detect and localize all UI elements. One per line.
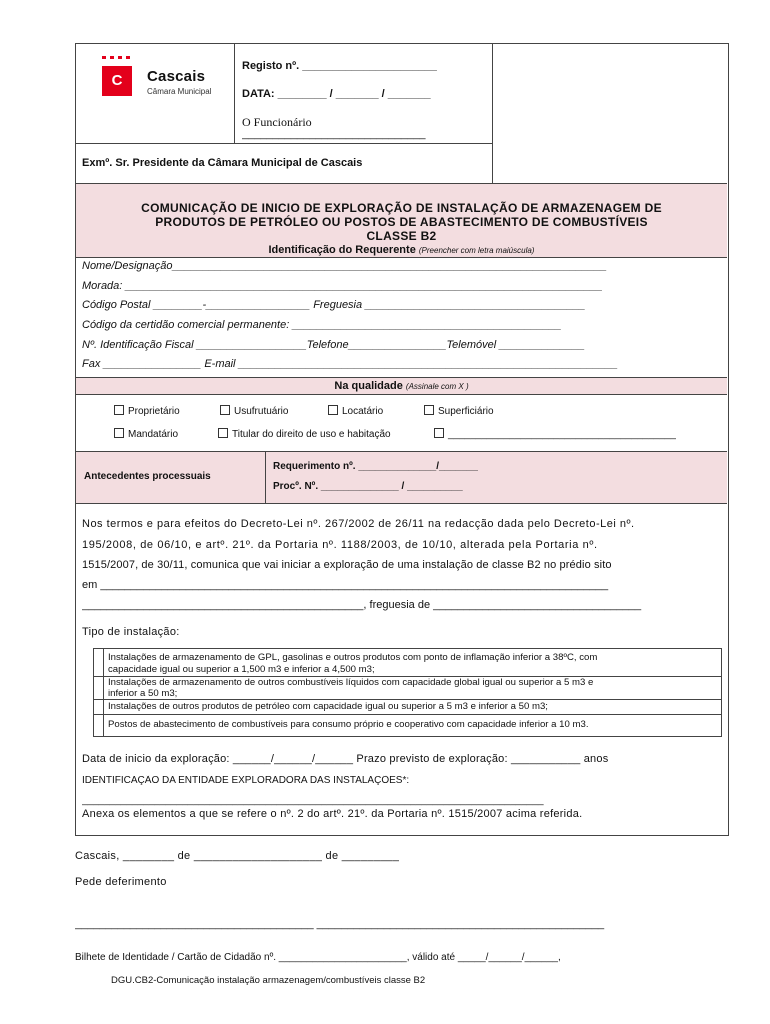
checkbox-icon[interactable] xyxy=(424,405,434,415)
logo-dots xyxy=(102,56,132,60)
entidade-line[interactable]: ___________________________________________________________________________________ xyxy=(82,795,544,806)
bilhete-field[interactable]: Bilhete de Identidade / Cartão de Cidadão nº. _______________________, válido até _____/______/______, xyxy=(75,952,561,963)
option-titular[interactable] xyxy=(218,428,391,440)
checkbox-icon[interactable] xyxy=(218,428,228,438)
antecedentes-divider xyxy=(265,451,266,503)
anexa-text: Anexa os elementos a que se refere o nº. 2 do artº. 21º. da Portaria nº. 1515/2007 acima referida. xyxy=(82,808,583,820)
checkbox-icon[interactable] xyxy=(114,428,124,438)
requerente-note: (Preencher com letra maiúscula) xyxy=(418,246,535,255)
option-mandatario[interactable] xyxy=(114,428,178,440)
option-locatario[interactable] xyxy=(328,405,383,417)
logo-letter: C xyxy=(111,72,123,89)
checkbox-icon[interactable] xyxy=(114,405,124,415)
pede-deferimento: Pede deferimento xyxy=(75,876,167,888)
option-superficiario[interactable] xyxy=(424,405,494,417)
option-label: _________________________________________ xyxy=(448,429,677,440)
document-reference: DGU.CB2-Comunicação instalação armazenagem/combustíveis classe B2 xyxy=(111,975,426,986)
title-line-2: PRODUTOS DE PETRÓLEO OU POSTOS DE ABASTECIMENTO DE COMBUSTÍVEIS xyxy=(155,215,648,229)
tipo-option-2b: inferior a 50 m3; xyxy=(108,688,178,699)
proc-field[interactable]: Procº. Nº. ______________ / __________ xyxy=(273,481,463,492)
tipo-option-3[interactable]: Instalações de outros produtos de petróleo com capacidade igual ou superior a 5 m3 e inferior a 50 m3; xyxy=(108,701,548,712)
option-other[interactable] xyxy=(434,428,676,440)
field-nome[interactable]: Nome/Designação_______________________________________________________________________ xyxy=(82,260,607,272)
signature-line[interactable]: _______________________________________ _______________________________________________ xyxy=(75,918,605,930)
qualidade-note: (Assinale com X ) xyxy=(405,382,469,391)
title-line-1: COMUNICAÇÃO DE INICIO DE EXPLORAÇÃO DE INSTALAÇÃO DE ARMAZENAGEM DE xyxy=(141,201,662,215)
registo-field[interactable]: Registo nº. ______________________ xyxy=(242,60,437,72)
field-codigo-postal[interactable]: Código Postal ________-_________________ Freguesia ____________________________________ xyxy=(82,299,586,311)
funcionario-line[interactable]: ______________________________ xyxy=(242,128,426,140)
title-block xyxy=(76,183,727,245)
body-line-5[interactable]: ______________________________________________, freguesia de __________________________________ xyxy=(82,599,642,611)
logo-mark xyxy=(102,66,132,96)
requerente-title: Identificação do Requerente xyxy=(268,244,416,256)
body-line-4[interactable]: em ___________________________________________________________________________________ xyxy=(82,579,609,591)
header-rule xyxy=(75,143,493,144)
tipo-row-sep-2 xyxy=(93,699,721,700)
body-line-1: Nos termos e para efeitos do Decreto-Lei nº. 267/2002 de 26/11 na redacção dada pelo Decreto-Lei nº. xyxy=(82,518,635,530)
checkbox-icon[interactable] xyxy=(328,405,338,415)
cascais-date-field[interactable]: Cascais, ________ de ____________________ de _________ xyxy=(75,850,400,862)
title-line-3: CLASSE B2 xyxy=(366,229,437,243)
checkbox-icon[interactable] xyxy=(434,428,444,438)
tipo-option-1b: capacidade igual ou superior a 1,500 m3 e inferior a 4,500 m3; xyxy=(108,664,375,675)
option-proprietario[interactable] xyxy=(114,405,180,417)
funcionario-label: O Funcionário xyxy=(242,115,312,129)
option-label: Usufrutuário xyxy=(234,406,289,417)
field-fax-email[interactable]: Fax ________________ E-mail ______________________________________________________________ xyxy=(82,358,618,370)
logo-subtitle: Câmara Municipal xyxy=(147,87,212,96)
option-label: Proprietário xyxy=(128,406,180,417)
option-label: Locatário xyxy=(342,406,384,417)
tipo-table-checkcol xyxy=(103,648,104,736)
option-label: Titular do direito de uso e habitação xyxy=(232,429,391,440)
tipo-option-1a[interactable]: Instalações de armazenamento de GPL, gasolinas e outros produtos com ponto de inflamação inferior a 38ºC, com xyxy=(108,652,598,663)
qualidade-title: Na qualidade xyxy=(334,380,403,392)
option-label: Superficiário xyxy=(438,406,494,417)
requerimento-field[interactable]: Requerimento nº. ______________/_______ xyxy=(273,461,478,472)
tipo-label: Tipo de instalação: xyxy=(82,626,180,638)
tipo-row-sep-3 xyxy=(93,714,721,715)
option-usufrutuario[interactable] xyxy=(220,405,288,417)
field-morada[interactable]: Morada: ______________________________________________________________________________ xyxy=(82,280,603,292)
body-line-2: 195/2008, de 06/10, e artº. 21º. da Portaria nº. 1188/2003, de 10/10, alterada pela Portaria nº. xyxy=(82,539,598,551)
header-divider-right xyxy=(492,43,493,183)
data-field[interactable]: DATA: ________ / _______ / _______ xyxy=(242,88,431,100)
logo-brand: Cascais xyxy=(147,68,206,85)
field-nif[interactable]: Nº. Identificação Fiscal __________________Telefone________________Telemóvel ______________ xyxy=(82,339,585,351)
header-divider-left xyxy=(234,43,235,143)
checkbox-icon[interactable] xyxy=(220,405,230,415)
requerente-heading xyxy=(76,244,727,258)
tipo-option-4[interactable]: Postos de abastecimento de combustíveis para consumo próprio e cooperativo com capacidade inferior a 10 m3. xyxy=(108,719,589,730)
qualidade-heading xyxy=(76,377,727,395)
body-line-3: 1515/2007, de 30/11, comunica que vai iniciar a exploração de uma instalação de classe B2 no prédio sito xyxy=(82,559,612,571)
tipo-option-2a[interactable]: Instalações de armazenamento de outros combustíveis líquidos com capacidade global igual ou superior a 5 m3 e xyxy=(108,677,594,688)
field-certidao[interactable]: Código da certidão comercial permanente: ____________________________________________ xyxy=(82,319,562,331)
option-label: Mandatário xyxy=(128,429,179,440)
addressee: Exmº. Sr. Presidente da Câmara Municipal de Cascais xyxy=(82,157,363,169)
cascais-logo xyxy=(100,56,220,100)
data-inicio-field[interactable]: Data de inicio da exploração: ______/______/______ Prazo previsto de exploração: ___________ anos xyxy=(82,753,609,765)
antecedentes-label: Antecedentes processuais xyxy=(84,471,211,482)
entidade-label: IDENTIFICAÇÃO DA ENTIDADE EXPLORADORA DAS INSTALAÇÕES*: xyxy=(82,775,410,786)
